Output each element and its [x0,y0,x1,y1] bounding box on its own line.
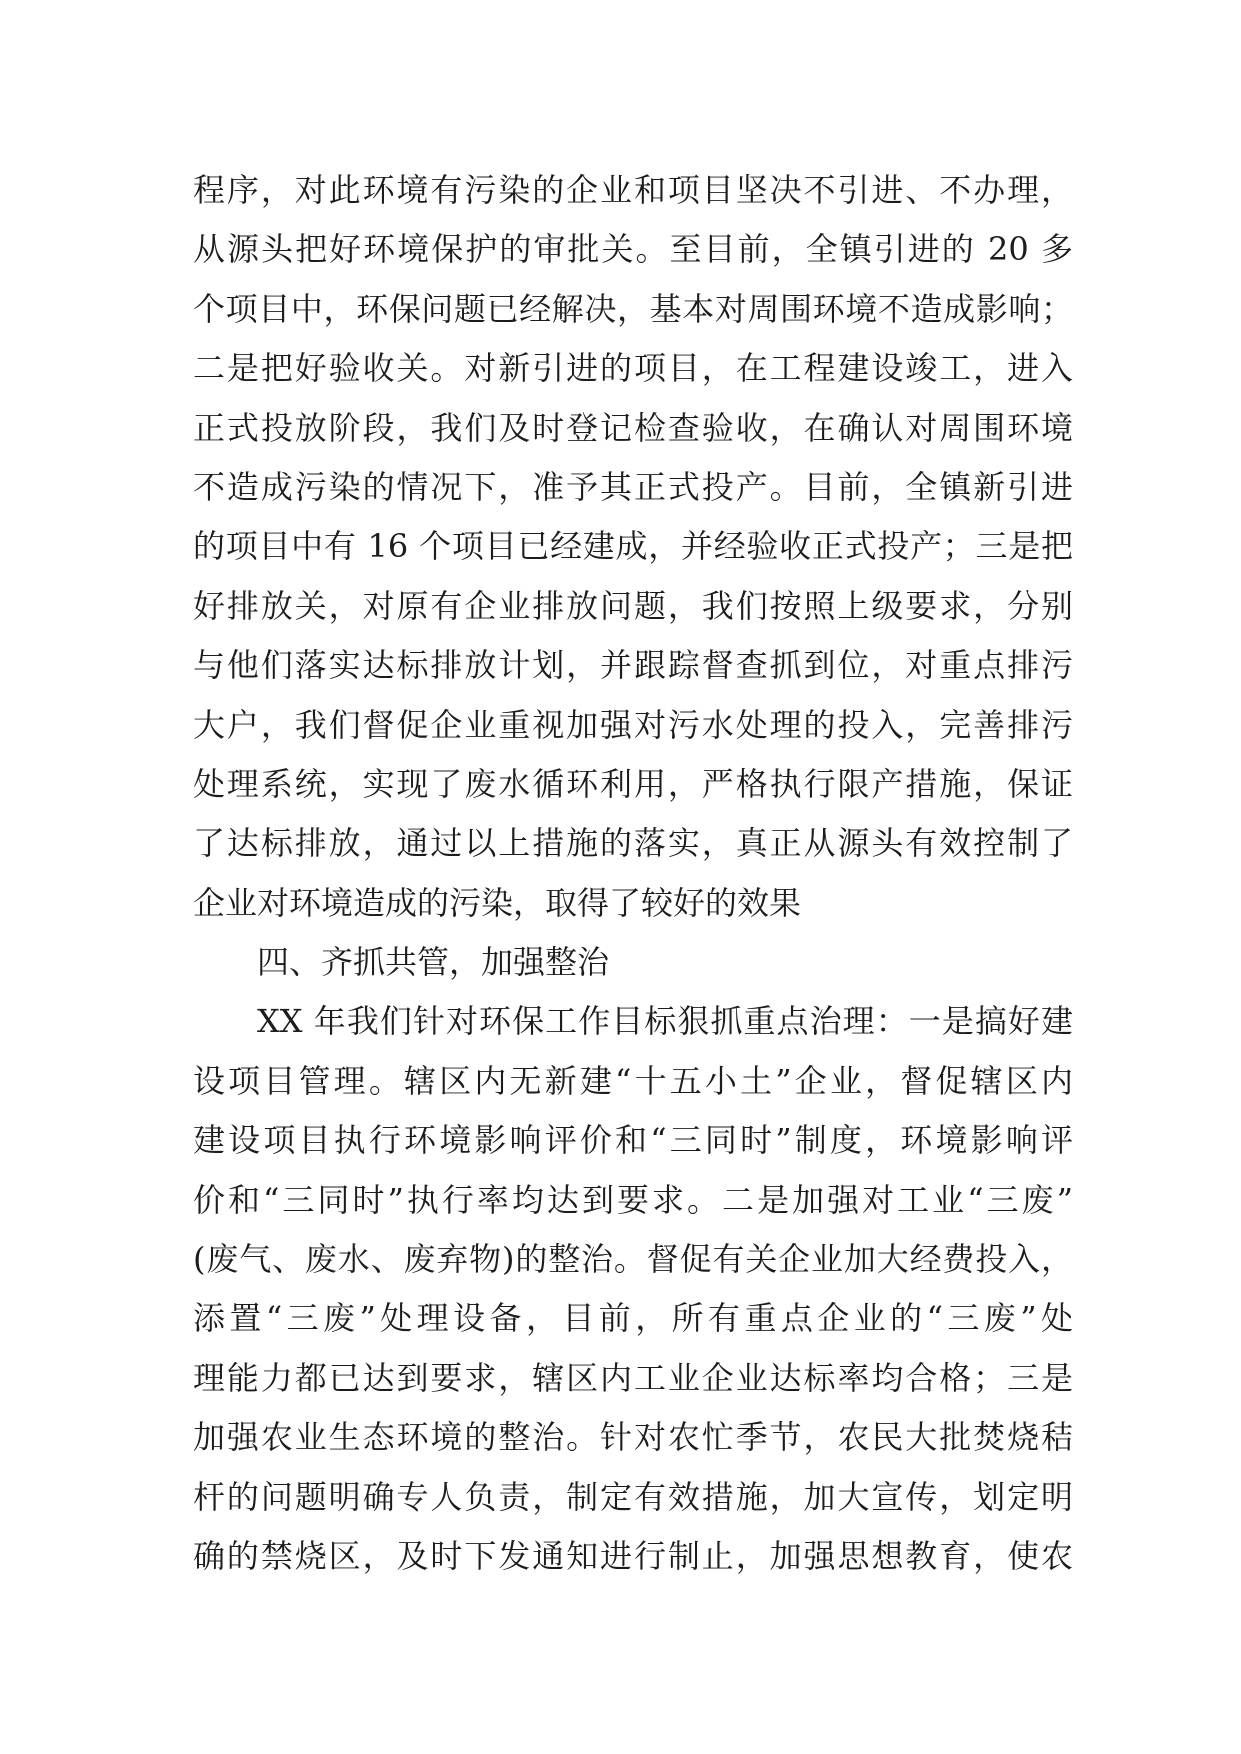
paragraph-1-line-12: 了达标排放，通过以上措施的落实，真正从源头有效控制了 [193,824,1073,863]
paragraph-2-line-7: 理能力都已达到要求，辖区内工业企业达标率均合格；三是 [193,1358,1073,1397]
section-heading: 四、齐抓共管，加强整治 [257,943,610,982]
paragraph-1-line-6: 不造成污染的情况下，准予其正式投产。目前，全镇新引进 [193,467,1073,506]
paragraph-1-line-2: 从源头把好环境保护的审批关。至目前，全镇引进的 20 多 [193,230,1073,269]
document-body [193,161,1073,1586]
paragraph-1-line-8: 好排放关，对原有企业排放问题，我们按照上级要求，分别 [193,586,1073,625]
paragraph-1-line-5: 正式投放阶段，我们及时登记检查验收，在确认对周围环境 [193,408,1073,447]
paragraph-2-line-6: 添置“三废”处理设备，目前，所有重点企业的“三废”处 [193,1299,1073,1338]
paragraph-2-line-8: 加强农业生态环境的整治。针对农忙季节，农民大批焚烧秸 [193,1418,1073,1457]
paragraph-1-line-10: 大户，我们督促企业重视加强对污水处理的投入，完善排污 [193,705,1073,744]
paragraph-2-line-9: 杆的问题明确专人负责，制定有效措施，加大宣传，划定明 [193,1477,1073,1516]
paragraph-1-line-13: 企业对环境造成的污染，取得了较好的效果 [193,883,802,922]
paragraph-2-line-1: XX 年我们针对环保工作目标狠抓重点治理：一是搞好建 [257,1002,1073,1041]
paragraph-1-line-3: 个项目中，环保问题已经解决，基本对周围环境不造成影响； [193,289,1073,328]
paragraph-2-line-5: (废气、废水、废弃物)的整治。督促有关企业加大经费投入， [193,1240,1073,1279]
paragraph-1-line-11: 处理系统，实现了废水循环利用，严格执行限产措施，保证 [193,764,1073,803]
paragraph-1-line-7: 的项目中有 16 个项目已经建成，并经验收正式投产；三是把 [193,527,1073,566]
paragraph-2-line-10: 确的禁烧区，及时下发通知进行制止，加强思想教育，使农 [193,1536,1073,1575]
paragraph-1-line-1: 程序，对此环境有污染的企业和项目坚决不引进、不办理， [193,171,1073,209]
paragraph-1-line-4: 二是把好验收关。对新引进的项目，在工程建设竣工，进入 [193,349,1073,388]
paragraph-2-line-3: 建设项目执行环境影响评价和“三同时”制度，环境影响评 [193,1121,1073,1160]
paragraph-2-line-4: 价和“三同时”执行率均达到要求。二是加强对工业“三废” [193,1180,1073,1219]
paragraph-1-line-9: 与他们落实达标排放计划，并跟踪督查抓到位，对重点排污 [193,646,1073,685]
paragraph-2-line-2: 设项目管理。辖区内无新建“十五小土”企业，督促辖区内 [193,1061,1073,1100]
